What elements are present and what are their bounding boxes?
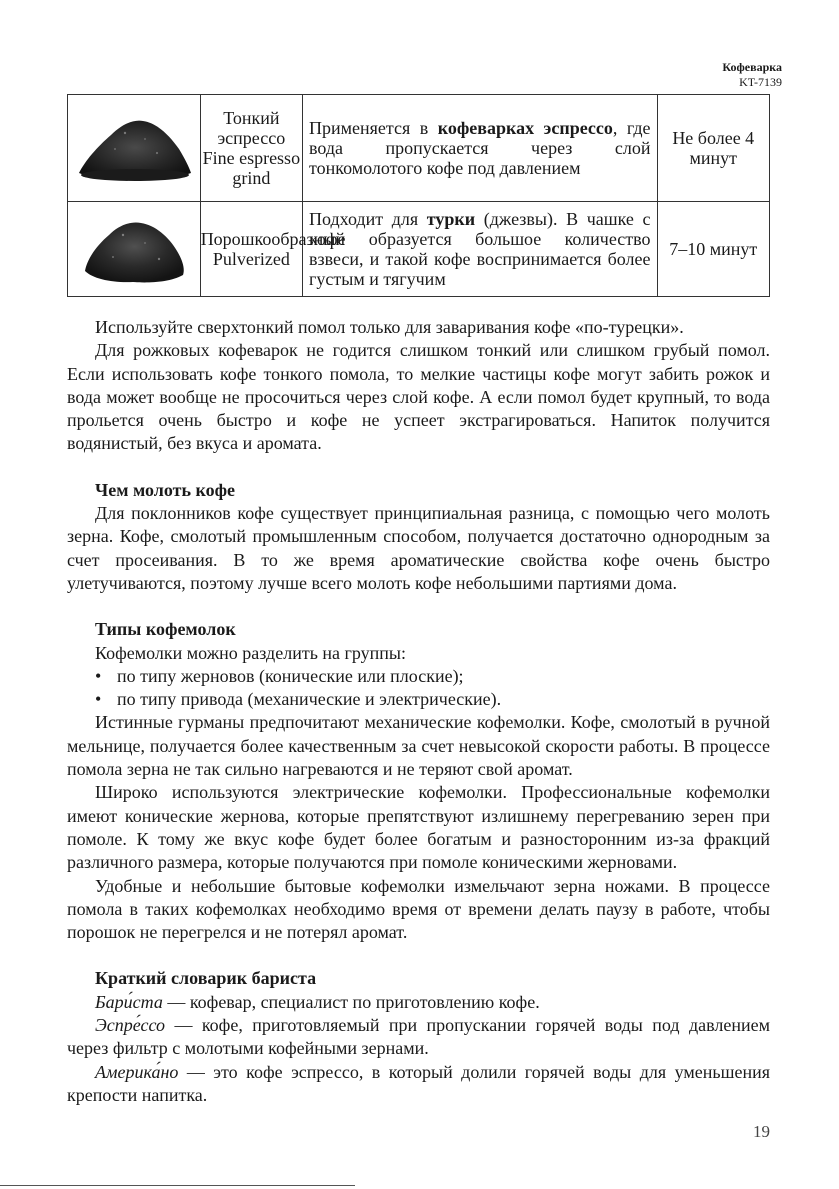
header-product-title: Кофеварка: [722, 60, 782, 74]
image-cell: [68, 202, 201, 297]
fine-espresso-coffee-pile-image: [75, 113, 193, 183]
brew-time: Не более 4 минут: [672, 128, 755, 168]
table-row: [68, 202, 770, 297]
paragraph: Для рожковых кофеварок не годится слишком тонкий или слишком грубый помол. Если использовать кофе тонкого помола, то мелкие частицы кофе могут забить рожок и вода может вообще не просочиться через слой кофе. А если помол будет крупный, то вода прольется очень быстро и кофе не успеет экстрагироваться. Напиток получится водянистый, без вкуса и аромата.: [67, 340, 770, 454]
description-text: Применяется в: [308, 118, 438, 138]
table-row: [68, 95, 770, 202]
list-item-text: по типу привода (механические и электрические).: [117, 689, 502, 710]
glossary-term: Америка́но: [95, 1061, 179, 1082]
paragraph: Для поклонников кофе существует принципиальная разница, с помощью чего молоть зерна. Кофе, смолотый промышленным способом, получается достаточно однородным за счет просеивания. В то же время ароматические свойства кофе очень быстро улетучиваются, поэтому лучше всего молоть кофе небольшими партиями дома.: [67, 503, 770, 593]
grind-description-cell: [302, 202, 657, 297]
list-item: [67, 665, 770, 688]
footer-rule: [0, 1185, 355, 1186]
image-cell: [68, 95, 201, 202]
bullet-icon: •: [95, 689, 102, 710]
description-text: Подходит для: [308, 209, 427, 229]
glossary-definition: — кофе, приготовляемый при пропускании горячей воды под давлением через фильтр с молотыми кофейными зернами.: [67, 1015, 770, 1059]
description-emphasis: турки: [426, 209, 476, 229]
header-model-number: KT-7139: [739, 75, 782, 89]
running-header: [722, 60, 782, 90]
paragraph: Кофемолки можно разделить на группы:: [95, 642, 407, 663]
brew-time: 7–10 минут: [669, 239, 758, 259]
section-heading: Краткий словарик бариста: [95, 968, 317, 989]
bullet-list: [67, 665, 770, 712]
description-text: , где вода пропускается через слой тонкомолотого кофе под давлением: [308, 118, 651, 178]
glossary-definition: — это кофе эспрессо, в который долили горячей воды для уменьшения крепости напитка.: [67, 1061, 770, 1105]
glossary-definition: — кофевар, специалист по приготовлению кофе.: [162, 991, 540, 1012]
glossary-entry: [67, 1061, 770, 1108]
glossary-term: Эспре́ссо: [95, 1015, 166, 1036]
description-emphasis: кофеварках эспрессо: [437, 118, 613, 138]
paragraph: Широко используются электрические кофемолки. Профессиональные кофемолки имеют конические жернова, которые препятствуют излишнему перегреванию зерен при помоле. К тому же вкус кофе будет более богатым и разносторонним из-за фракций различного размера, которые получаются при помоле коническими жерновами.: [67, 782, 770, 873]
grind-name: Порошкообразный Pulverized: [200, 229, 345, 269]
description-text: (джезвы). В чашке с кофе образуется большое количество взвеси, и такой кофе воспринимается более густым и тягучим: [308, 209, 651, 289]
article-body: [67, 316, 770, 1107]
bullet-icon: •: [95, 665, 102, 686]
grind-name-cell: [200, 95, 302, 202]
brew-time-cell: [657, 202, 769, 297]
grind-name-cell: [200, 202, 345, 297]
grind-name: Тонкий эспрессо Fine espresso grind: [202, 108, 301, 188]
list-item: [67, 688, 770, 711]
section-heading: Типы кофемолок: [95, 619, 236, 640]
glossary-entry: [67, 991, 770, 1014]
grind-description-cell: [302, 95, 657, 202]
pulverized-coffee-pile-image: [79, 213, 189, 285]
section-heading: Чем молоть кофе: [95, 479, 236, 500]
glossary-term: Бари́ста: [95, 991, 163, 1012]
paragraph: Удобные и небольшие бытовые кофемолки измельчают зерна ножами. В процессе помола в таких кофемолках необходимо время от времени делать паузу в работе, чтобы порошок не перегрелся и не потерял аромат.: [67, 875, 770, 943]
page-number: 19: [753, 1122, 770, 1141]
glossary-entry: [67, 1014, 770, 1061]
list-item-text: по типу жерновов (конические или плоские);: [117, 665, 464, 686]
grind-types-table: [67, 94, 770, 297]
brew-time-cell: [657, 95, 769, 202]
paragraph: Истинные гурманы предпочитают механические кофемолки. Кофе, смолотый в ручной мельнице, получается более качественным за счет невысокой скорости работы. В процессе помола зерна не так сильно нагреваются и не теряют свой аромат.: [67, 712, 770, 780]
paragraph: Используйте сверхтонкий помол только для заваривания кофе «по-турецки».: [95, 317, 684, 337]
